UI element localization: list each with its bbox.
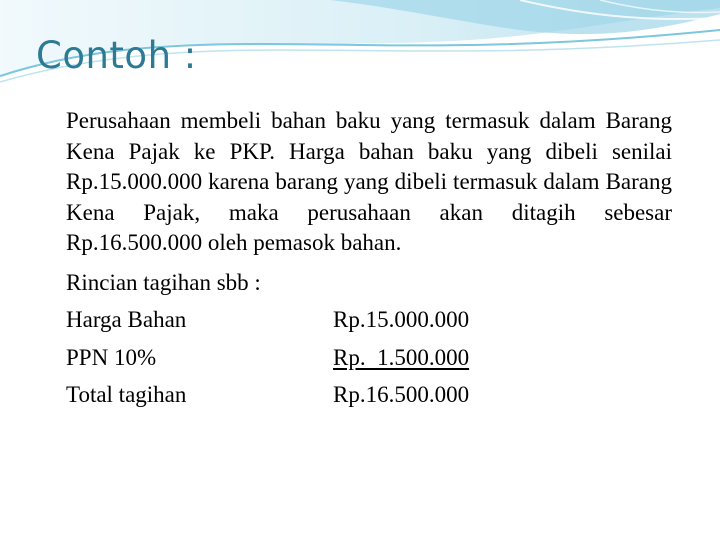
tagihan-row-ppn [46,339,672,377]
rincian-label: Rincian tagihan sbb : [66,269,261,295]
tagihan-amount: Rp. 1.500.000 [333,344,470,370]
tagihan-amount: Rp.15.000.000 [333,307,470,332]
slide-content [46,106,672,414]
slide-title: Contoh : [36,34,197,77]
intro-paragraph [46,106,672,259]
tagihan-label: PPN 10% [66,344,157,370]
rincian-line [46,264,672,302]
tagihan-row-total [46,376,672,414]
tagihan-amount: Rp.16.500.000 [333,382,470,407]
tagihan-label: Harga Bahan [66,307,187,332]
tagihan-label: Total tagihan [66,382,187,407]
tagihan-row-harga [46,301,672,339]
intro-paragraph-text: Perusahaan membeli bahan baku yang termasuk dalam Barang Kena Pajak ke PKP. Harga bahan baku yang dibeli senilai Rp.15.000.000 karena barang yang dibeli termasuk dalam Barang Kena Pajak, maka perusahaan akan ditagih sebesar Rp.16.500.000 oleh pemasok bahan. [66,108,672,255]
